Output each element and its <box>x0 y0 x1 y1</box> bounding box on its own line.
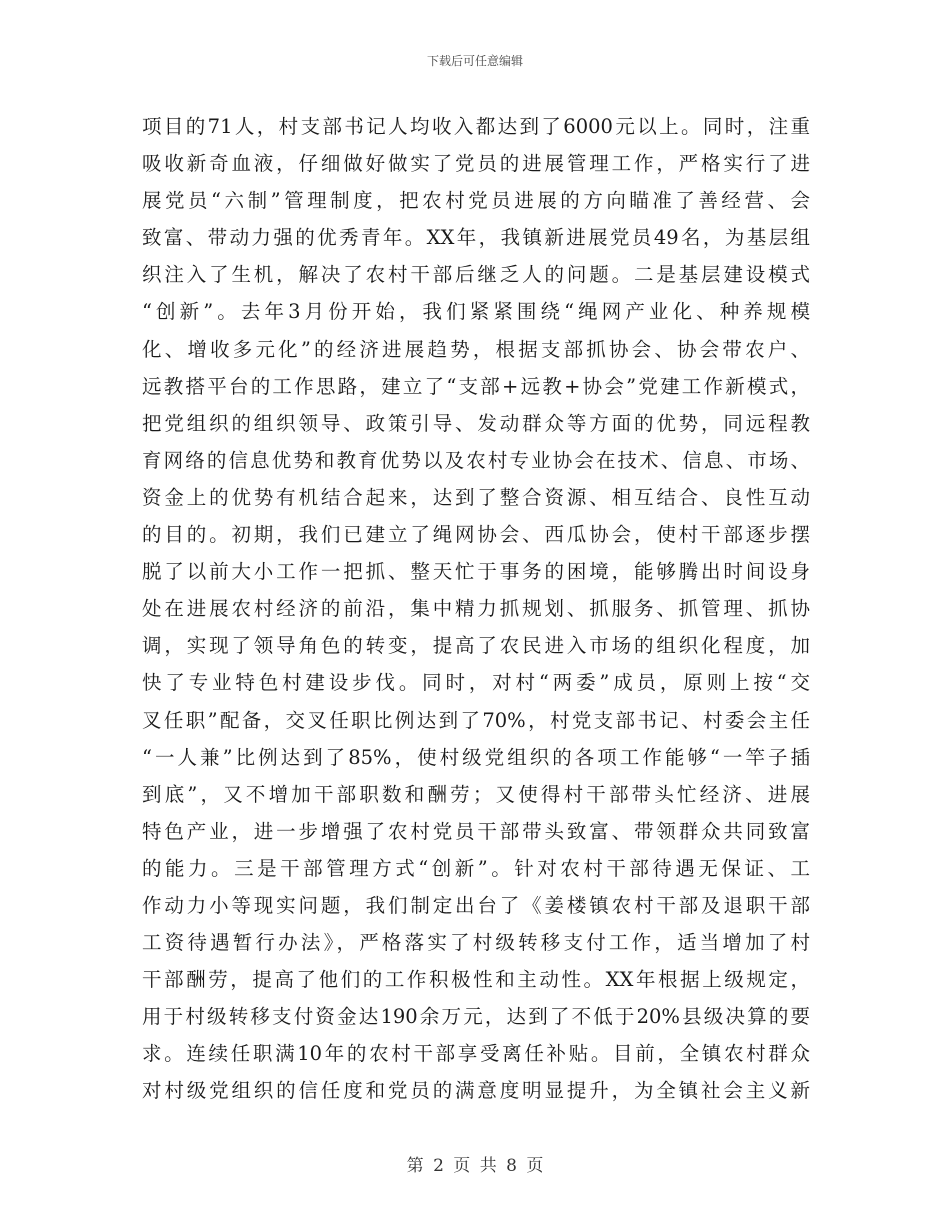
text-line: 脱了以前大小工作一把抓、整天忙于事务的困境，能够腾出时间设身 <box>142 560 810 584</box>
text-line: 把党组织的组织领导、政策引导、发动群众等方面的优势，同远程教 <box>142 411 810 435</box>
text-line: 快了专业特色村建设步伐。同时，对村“两委”成员，原则上按“交 <box>142 671 810 695</box>
text-line: 求。连续任职满10年的农村干部享受离任补贴。目前，全镇农村群众 <box>142 1042 810 1066</box>
text-line: 的能力。三是干部管理方式“创新”。针对农村干部待遇无保证、工 <box>142 856 810 880</box>
text-line: 育网络的信息优势和教育优势以及农村专业协会在技术、信息、市场、 <box>142 448 810 472</box>
text-line: 工资待遇暂行办法》，严格落实了村级转移支付工作，适当增加了村 <box>142 931 810 955</box>
text-line: 到底”，又不增加干部职数和酬劳；又使得村干部带头忙经济、进展 <box>142 782 810 806</box>
text-line: 吸收新奇血液，仔细做好做实了党员的进展管理工作，严格实行了进 <box>142 152 810 176</box>
text-line: 的目的。初期，我们已建立了绳网协会、西瓜协会，使村干部逐步摆 <box>142 523 810 547</box>
text-line: 对村级党组织的信任度和党员的满意度明显提升，为全镇社会主义新 <box>142 1079 810 1103</box>
text-line: 干部酬劳，提高了他们的工作积极性和主动性。XX年根据上级规定， <box>142 968 810 992</box>
text-line: 远教搭平台的工作思路，建立了“支部+远教+协会”党建工作新模式， <box>142 374 810 398</box>
text-line: 叉任职”配备，交叉任职比例达到了70%，村党支部书记、村委会主任 <box>142 708 810 732</box>
document-body <box>142 108 810 1110</box>
text-line: 作动力小等现实问题，我们制定出台了《姜楼镇农村干部及退职干部 <box>142 893 810 917</box>
text-line: “创新”。去年3月份开始，我们紧紧围绕“绳网产业化、种养规模 <box>142 300 810 324</box>
text-line: 展党员“六制”管理制度，把农村党员进展的方向瞄准了善经营、会 <box>142 189 810 213</box>
page-number: 第 2 页 共 8 页 <box>406 1156 544 1176</box>
text-line: 项目的71人，村支部书记人均收入都达到了6000元以上。同时，注重 <box>142 115 810 138</box>
text-line: 织注入了生机，解决了农村干部后继乏人的问题。二是基层建设模式 <box>142 263 810 287</box>
page-header-note: 下载后可任意编辑 <box>426 54 523 68</box>
text-line: 化、增收多元化”的经济进展趋势，根据支部抓协会、协会带农户、 <box>142 337 810 361</box>
text-line: 特色产业，进一步增强了农村党员干部带头致富、带领群众共同致富 <box>142 819 810 843</box>
text-line: 用于村级转移支付资金达190余万元，达到了不低于20%县级决算的要 <box>142 1005 810 1029</box>
text-line: 资金上的优势有机结合起来，达到了整合资源、相互结合、良性互动 <box>142 485 810 509</box>
text-line: “一人兼”比例达到了85%，使村级党组织的各项工作能够“一竿子插 <box>142 745 810 769</box>
text-line: 调，实现了领导角色的转变，提高了农民进入市场的组织化程度，加 <box>142 634 810 658</box>
text-line: 致富、带动力强的优秀青年。XX年，我镇新进展党员49名，为基层组 <box>142 226 810 250</box>
text-line: 处在进展农村经济的前沿，集中精力抓规划、抓服务、抓管理、抓协 <box>142 597 810 621</box>
